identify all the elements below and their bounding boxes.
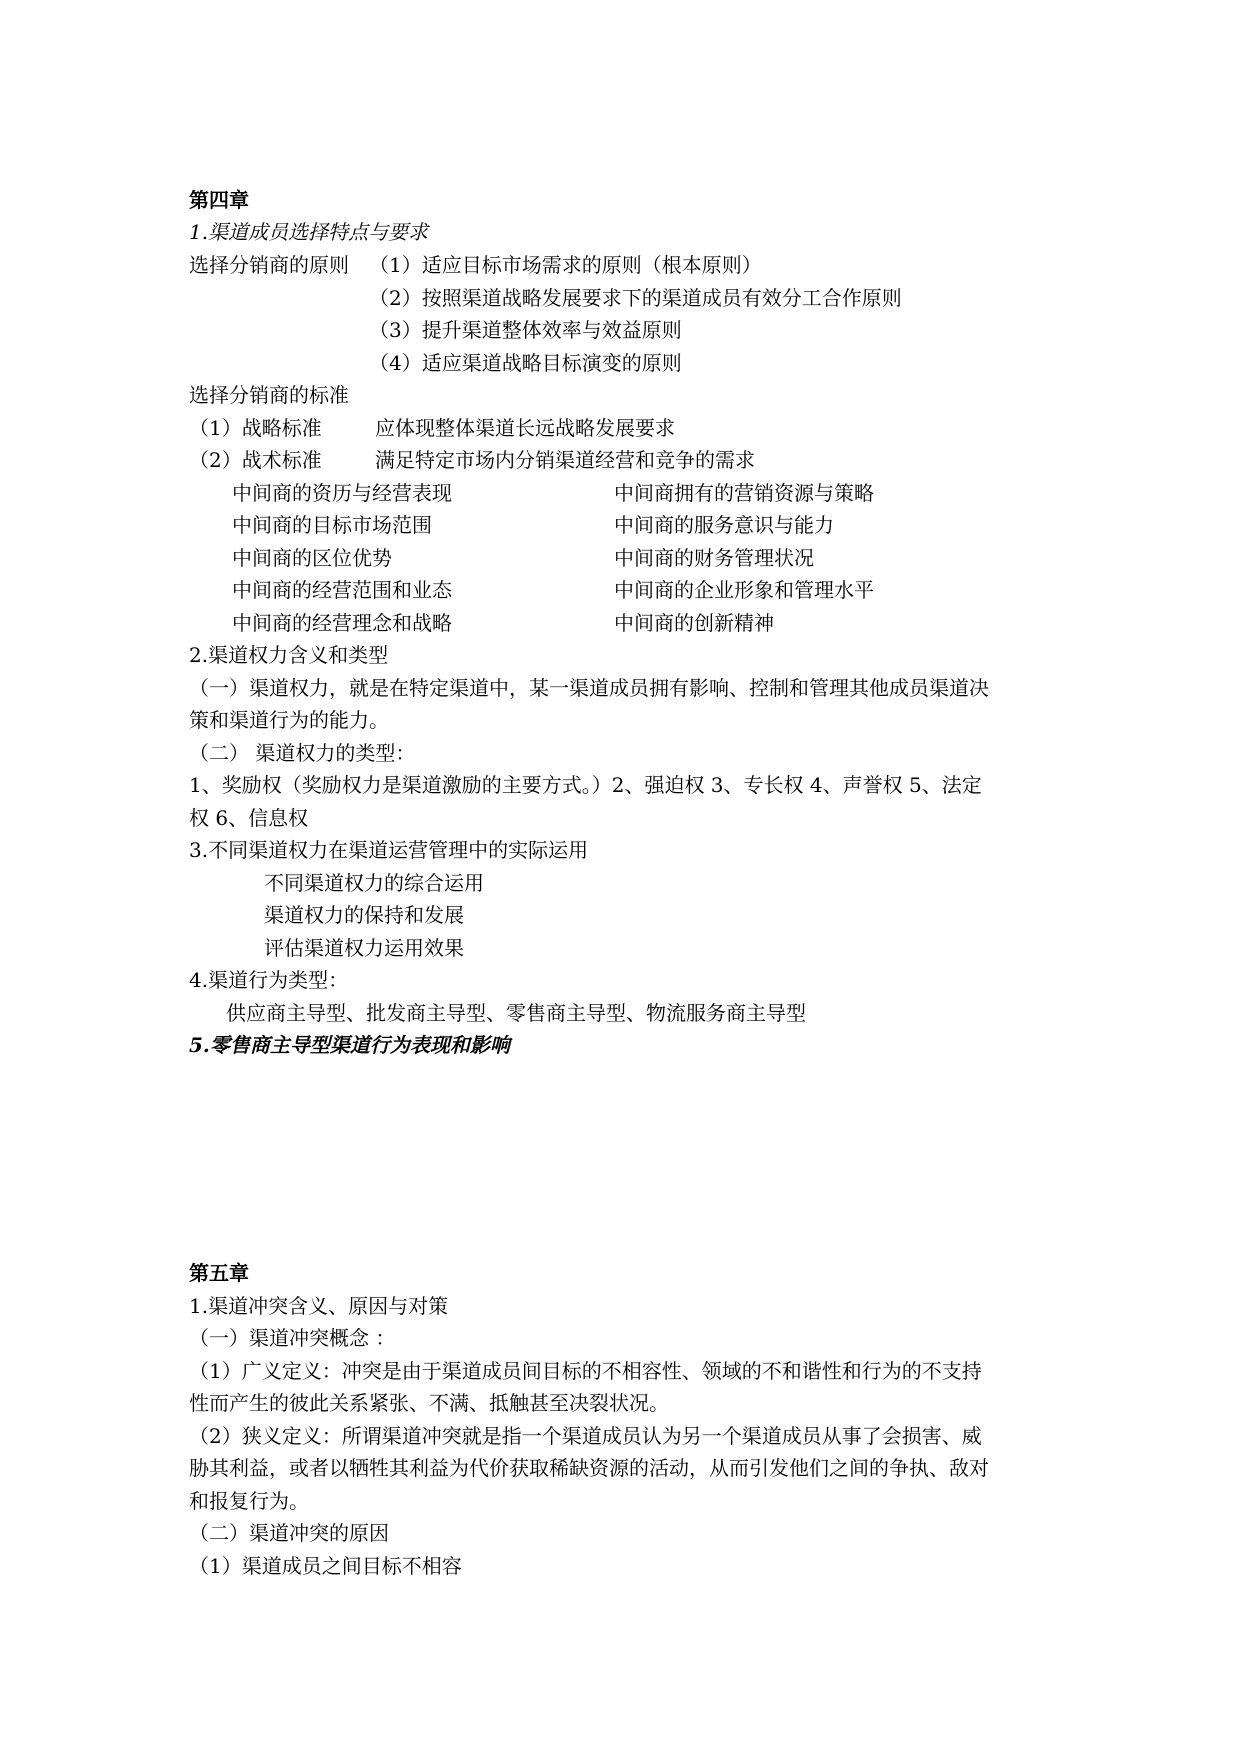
ch4-section5-heading: 5.零售商主导型渠道行为表现和影响 [189, 1033, 510, 1057]
ch5-section1-heading: 1.渠道冲突含义、原因与对策 [189, 1294, 449, 1318]
list-item: 评估渠道权力运用效果 [264, 936, 464, 960]
standard-desc: 应体现整体渠道长远战略发展要求 [375, 416, 675, 440]
paragraph-line: 胁其利益，或者以牺牲其利益为代价获取稀缺资源的活动，从而引发他们之间的争执、敌对 [189, 1456, 989, 1480]
standard-label: （2）战术标准 [189, 448, 322, 472]
principle-item: （2）按照渠道战略发展要求下的渠道成员有效分工合作原则 [369, 286, 902, 310]
standard-desc: 满足特定市场内分销渠道经营和竞争的需求 [375, 448, 755, 472]
standards-intro: 选择分销商的标准 [189, 383, 349, 407]
chapter5-title: 第五章 [189, 1261, 249, 1285]
chapter4-title: 第四章 [189, 188, 249, 212]
standard-label: （1）战略标准 [189, 416, 322, 440]
criteria-right-item: 中间商的创新精神 [614, 611, 774, 635]
list-item: 不同渠道权力的综合运用 [264, 871, 484, 895]
paragraph-line: 和报复行为。 [189, 1489, 309, 1513]
paragraph-line: 性而产生的彼此关系紧张、不满、抵触甚至决裂状况。 [189, 1391, 669, 1415]
paragraph-line: （一）渠道权力，就是在特定渠道中，某一渠道成员拥有影响、控制和管理其他成员渠道决 [189, 676, 989, 700]
ch4-section2-heading: 2.渠道权力含义和类型 [189, 643, 389, 667]
criteria-left-item: 中间商的经营理念和战略 [232, 611, 452, 635]
list-item: 供应商主导型、批发商主导型、零售商主导型、物流服务商主导型 [226, 1001, 806, 1025]
principles-intro: 选择分销商的原则 [189, 253, 349, 277]
paragraph-line: （一）渠道冲突概念 ： [189, 1326, 396, 1350]
principle-item: （1）适应目标市场需求的原则（根本原则） [369, 253, 762, 277]
ch4-section4-heading: 4.渠道行为类型： [189, 968, 349, 992]
criteria-right-item: 中间商的服务意识与能力 [614, 513, 834, 537]
principle-item: （3）提升渠道整体效率与效益原则 [369, 318, 682, 342]
paragraph-line: 策和渠道行为的能力。 [189, 708, 389, 732]
paragraph-line: （二） 渠道权力的类型： [189, 741, 416, 765]
criteria-left-item: 中间商的区位优势 [232, 546, 392, 570]
criteria-right-item: 中间商的企业形象和管理水平 [614, 578, 874, 602]
criteria-left-item: 中间商的资历与经营表现 [232, 481, 452, 505]
ch4-section1-heading: 1.渠道成员选择特点与要求 [189, 220, 429, 244]
paragraph-line: （2）狭义定义：所谓渠道冲突就是指一个渠道成员认为另一个渠道成员从事了会损害、威 [189, 1424, 982, 1448]
criteria-left-item: 中间商的目标市场范围 [232, 513, 432, 537]
criteria-right-item: 中间商的财务管理状况 [614, 546, 814, 570]
criteria-right-item: 中间商拥有的营销资源与策略 [614, 481, 874, 505]
paragraph-line: （二）渠道冲突的原因 [189, 1521, 389, 1545]
paragraph-line: 权 6、信息权 [189, 806, 309, 830]
paragraph-line: 1、奖励权（奖励权力是渠道激励的主要方式。）2、强迫权 3、专长权 4、声誉权 5、法定 [189, 773, 982, 797]
list-item: 渠道权力的保持和发展 [264, 903, 464, 927]
ch4-section3-heading: 3.不同渠道权力在渠道运营管理中的实际运用 [189, 838, 589, 862]
principle-item: （4）适应渠道战略目标演变的原则 [369, 351, 682, 375]
paragraph-line: （1）渠道成员之间目标不相容 [189, 1554, 462, 1578]
paragraph-line: （1）广义定义：冲突是由于渠道成员间目标的不相容性、领域的不和谐性和行为的不支持 [189, 1359, 982, 1383]
criteria-left-item: 中间商的经营范围和业态 [232, 578, 452, 602]
